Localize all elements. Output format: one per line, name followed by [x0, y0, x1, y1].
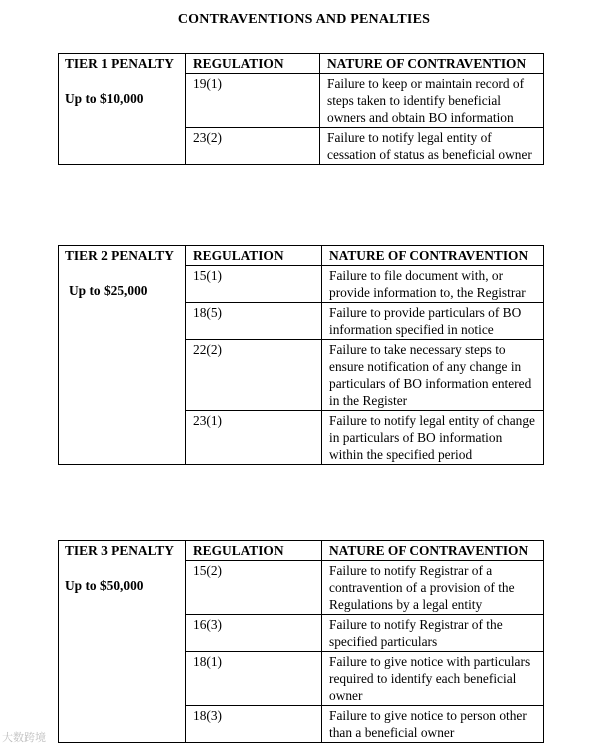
tier-1-table	[58, 53, 544, 165]
nature-cell: Failure to take necessary steps to ensure notification of any change in particulars of BO information entered in the Register	[322, 340, 544, 411]
tier-name: TIER 2 PENALTY	[65, 248, 174, 263]
nature-cell: Failure to keep or maintain record of steps taken to identify beneficial owners and obtain BO information	[320, 74, 544, 128]
nature-cell: Failure to give notice with particulars required to identify each beneficial owner	[322, 652, 544, 706]
page-title: CONTRAVENTIONS AND PENALTIES	[177, 12, 431, 27]
nature-cell: Failure to file document with, or provide information to, the Registrar	[322, 266, 544, 303]
regulation-cell: 18(5)	[186, 303, 322, 340]
regulation-cell: 19(1)	[186, 74, 320, 128]
regulation-header: REGULATION	[186, 541, 322, 561]
tier-name: TIER 3 PENALTY	[65, 543, 174, 558]
tier-2-table	[58, 245, 544, 465]
regulation-header: REGULATION	[186, 246, 322, 266]
tier-amount: Up to $10,000	[65, 91, 144, 106]
regulation-cell: 16(3)	[186, 615, 322, 652]
nature-header: NATURE OF CONTRAVENTION	[320, 54, 544, 74]
watermark: 大数跨境	[2, 731, 46, 744]
tier-3-table	[58, 540, 544, 743]
tier-label-cell	[59, 541, 186, 743]
nature-header: NATURE OF CONTRAVENTION	[322, 541, 544, 561]
nature-cell: Failure to notify Registrar of a contravention of a provision of the Regulations by a legal entity	[322, 561, 544, 615]
regulation-header: REGULATION	[186, 54, 320, 74]
tier-amount: Up to $50,000	[65, 578, 144, 593]
nature-cell: Failure to provide particulars of BO information specified in notice	[322, 303, 544, 340]
nature-header: NATURE OF CONTRAVENTION	[322, 246, 544, 266]
regulation-cell: 18(3)	[186, 706, 322, 743]
nature-cell: Failure to notify legal entity of cessation of status as beneficial owner	[320, 128, 544, 165]
nature-cell: Failure to notify Registrar of the specified particulars	[322, 615, 544, 652]
regulation-cell: 15(1)	[186, 266, 322, 303]
regulation-cell: 23(1)	[186, 411, 322, 465]
nature-cell: Failure to notify legal entity of change in particulars of BO information within the specified period	[322, 411, 544, 465]
nature-cell: Failure to give notice to person other than a beneficial owner	[322, 706, 544, 743]
tier-name: TIER 1 PENALTY	[65, 56, 174, 71]
tier-amount: Up to $25,000	[69, 283, 148, 298]
regulation-cell: 23(2)	[186, 128, 320, 165]
regulation-cell: 22(2)	[186, 340, 322, 411]
regulation-cell: 18(1)	[186, 652, 322, 706]
tier-label-cell	[59, 246, 186, 465]
regulation-cell: 15(2)	[186, 561, 322, 615]
tier-label-cell	[59, 54, 186, 165]
